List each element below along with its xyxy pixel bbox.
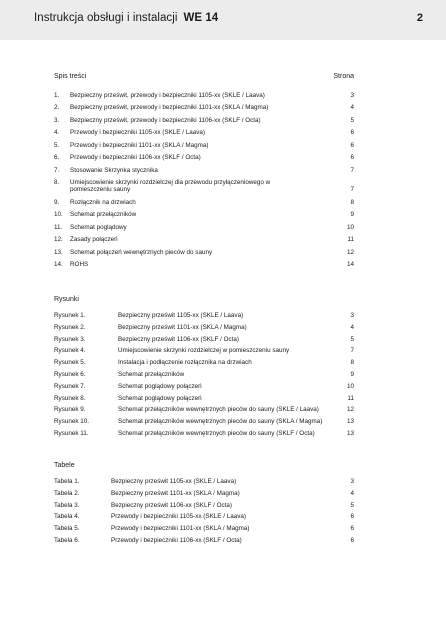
page-header [0,0,446,40]
figure-item[interactable] [54,395,354,407]
toc-item-page: 4 [350,104,354,111]
figure-item-number: Rysunek 9. [54,406,86,414]
toc-item-text: Bezpieczny prześwit, przewody i bezpieczniki 1105-xx (SKLE / Laava) [70,92,265,99]
document-title [34,12,218,24]
toc-item-page: 7 [350,186,354,193]
figure-item-text: Schemat przełączników wewnętrznych pieców do sauny (SKLF / Octa) [118,429,315,437]
toc-item-page: 5 [350,116,354,124]
toc-item-number: 1. [54,92,60,99]
toc-item[interactable] [54,211,354,224]
figure-item-text: Schemat przełączników wewnętrznych pieców do sauny (SKLE / Laava) [118,406,319,414]
toc-item[interactable] [54,224,354,237]
toc-item[interactable] [54,249,354,262]
figure-item[interactable] [54,383,354,395]
figures-heading: Rysunki [54,296,79,303]
toc-item-page: 12 [346,248,354,256]
table-item-number: Tabela 2. [54,489,80,497]
tables-list [54,478,354,549]
toc-item-number: 2. [54,104,60,111]
toc-heading: Spis treści [54,73,87,80]
figure-item[interactable] [54,418,354,430]
figure-item-text: Schemat przełączników wewnętrznych pieców do sauny (SKLA / Magma) [118,418,323,426]
toc-item-page: 7 [350,166,354,174]
toc-item-text: Stosowanie Skrzynka stycznika [70,166,158,174]
figures-list [54,312,354,442]
table-item[interactable] [54,490,354,502]
toc-item[interactable] [54,104,354,117]
table-item[interactable] [54,478,354,490]
figure-item-page: 12 [346,406,354,414]
table-item-text: Przewody i bezpieczniki 1105-xx (SKLE / Laava) [111,513,246,521]
toc-item[interactable] [54,261,354,273]
toc-item-text: Przewody i bezpieczniki 1105-xx (SKLE / Laava) [70,129,205,136]
table-item-text: Przewody i bezpieczniki 1106-xx (SKLF / Octa) [111,536,242,544]
figure-item-page: 4 [350,323,354,331]
toc-item-number: 12. [54,236,63,243]
toc-item-page: 10 [346,223,354,231]
figure-item-page: 8 [350,359,354,367]
figure-item-number: Rysunek 4. [54,347,86,355]
toc-item-page: 14 [346,261,354,268]
figure-item[interactable] [54,324,354,336]
toc-item[interactable] [54,199,354,211]
figure-item[interactable] [54,371,354,383]
table-item-number: Tabela 5. [54,525,80,533]
table-item-number: Tabela 3. [54,501,80,509]
table-item-page: 6 [350,536,354,544]
page-number: 2 [416,12,423,24]
toc-item[interactable] [54,179,354,200]
toc-item[interactable] [54,167,354,179]
toc-item-number: 7. [54,166,60,174]
figure-item-number: Rysunek 10. [54,418,90,426]
toc-item-page: 6 [350,129,354,136]
toc-item-page: 11 [347,236,354,243]
toc-item[interactable] [54,154,354,167]
toc-item-text: Bezpieczny prześwit, przewody i bezpieczniki 1106-xx (SKLF / Octa) [70,116,261,124]
figure-item-text: Bezpieczny prześwit 1101-xx (SKLA / Magma) [118,323,247,331]
table-item-text: Bezpieczny prześwit 1106-xx (SKLF / Octa) [111,501,232,509]
toc-item-number: 8. [54,178,60,186]
table-item-number: Tabela 6. [54,536,80,544]
figure-item-text: Bezpieczny prześwit 1106-xx (SKLF / Octa) [118,335,239,343]
figure-item[interactable] [54,406,354,418]
toc-item-text-line1: Umiejscowienie skrzynki rozdzielczej dla przewodu przyłączeniowego w [70,178,271,186]
toc-item-text: Przewody i bezpieczniki 1106-xx (SKLF / Octa) [70,154,201,161]
table-item[interactable] [54,513,354,525]
toc-item-number: 11. [54,223,63,231]
toc-item-page: 6 [350,154,354,161]
table-item[interactable] [54,525,354,537]
toc-item-text: Zasady połączeń [70,236,118,243]
table-item-page: 3 [350,478,354,485]
table-item-page: 4 [350,489,354,497]
toc-item[interactable] [54,129,354,142]
figure-item-number: Rysunek 8. [54,394,86,402]
table-item-page: 5 [350,501,354,509]
table-item-page: 6 [350,525,354,533]
toc-item-text: Schemat przełączników [70,211,137,218]
figure-item-number: Rysunek 7. [54,382,86,390]
toc-item-number: 13. [54,248,63,256]
manual-title: Instrukcja obsługi i instalacji [34,12,178,24]
figure-item-page: 11 [347,394,354,402]
figure-item-page: 9 [350,370,354,378]
toc-item-page: 8 [350,199,354,206]
figure-item-number: Rysunek 1. [54,312,86,319]
toc-item-text: Rozłącznik na drzwiach [70,199,136,206]
figure-item-number: Rysunek 6. [54,370,86,378]
toc-item[interactable] [54,92,354,104]
toc-item-text [70,179,310,194]
tables-heading: Tabele [54,462,75,469]
table-item-text: Bezpieczny prześwit 1101-xx (SKLA / Magma) [111,489,240,497]
toc-item[interactable] [54,117,354,130]
toc-item[interactable] [54,236,354,249]
model-name: WE 14 [183,12,219,24]
figure-item-text: Instalacja i podłączenie rozłącznika na drzwiach [118,359,252,367]
toc-item-page: 6 [350,141,354,149]
figure-item-text: Schemat przełączników [118,370,185,378]
toc-item-number: 5. [54,141,60,149]
toc-item-text: Przewody i bezpieczniki 1101-xx (SKLA / Magma) [70,141,209,149]
figure-item-text: Umiejscowienie skrzynki rozdzielczej w pomieszczeniu sauny [118,347,290,355]
figure-item-page: 13 [346,418,354,426]
toc-page-heading: Strona [333,73,354,80]
toc-item[interactable] [54,142,354,155]
figure-item-page: 5 [350,335,354,343]
table-item[interactable] [54,502,354,514]
toc-item-text: ROHS [70,261,89,268]
toc-item-number: 9. [54,199,60,206]
figure-item-text: Schemat poglądowy połączeń [118,382,202,390]
figure-item-text: Bezpieczny prześwit 1105-xx (SKLE / Laava) [118,312,244,319]
toc-item-text: Schemat połączeń wewnętrznych pieców do sauny [70,248,213,256]
figure-item-number: Rysunek 2. [54,323,86,331]
figure-item-number: Rysunek 11. [54,429,89,437]
toc-item-number: 6. [54,154,60,161]
figure-item-page: 7 [350,347,354,355]
toc-item-number: 10. [54,211,63,218]
toc-item-number: 3. [54,116,60,124]
table-item-page: 6 [350,513,354,521]
figure-item-number: Rysunek 5. [54,359,86,367]
figure-item[interactable] [54,347,354,359]
figure-item[interactable] [54,312,354,324]
table-item-text: Przewody i bezpieczniki 1101-xx (SKLA / Magma) [111,525,250,533]
figure-item[interactable] [54,359,354,371]
table-item-number: Tabela 4. [54,513,80,521]
table-item-number: Tabela 1. [54,478,80,485]
table-item-text: Bezpieczny prześwit 1105-xx (SKLE / Laava) [111,478,237,485]
figure-item-number: Rysunek 3. [54,335,86,343]
figure-item-text: Schemat poglądowy połączeń [118,394,202,402]
figure-item-page: 10 [346,382,354,390]
figure-item[interactable] [54,336,354,348]
toc-item-page: 9 [350,211,354,218]
toc-item-number: 14. [54,261,63,268]
table-item[interactable] [54,537,354,549]
toc-item-text: Bezpieczny prześwit, przewody i bezpieczniki 1101-xx (SKLA / Magma) [70,104,269,111]
figure-item-page: 3 [350,312,354,319]
toc-item-text: Schemat poglądowy [70,223,127,231]
toc-item-page: 3 [350,92,354,99]
figure-item[interactable] [54,430,354,442]
toc-item-text-line2: pomieszczeniu sauny [70,186,131,193]
figure-item-page: 13 [346,429,354,437]
toc-list [54,92,354,273]
toc-item-number: 4. [54,129,60,136]
